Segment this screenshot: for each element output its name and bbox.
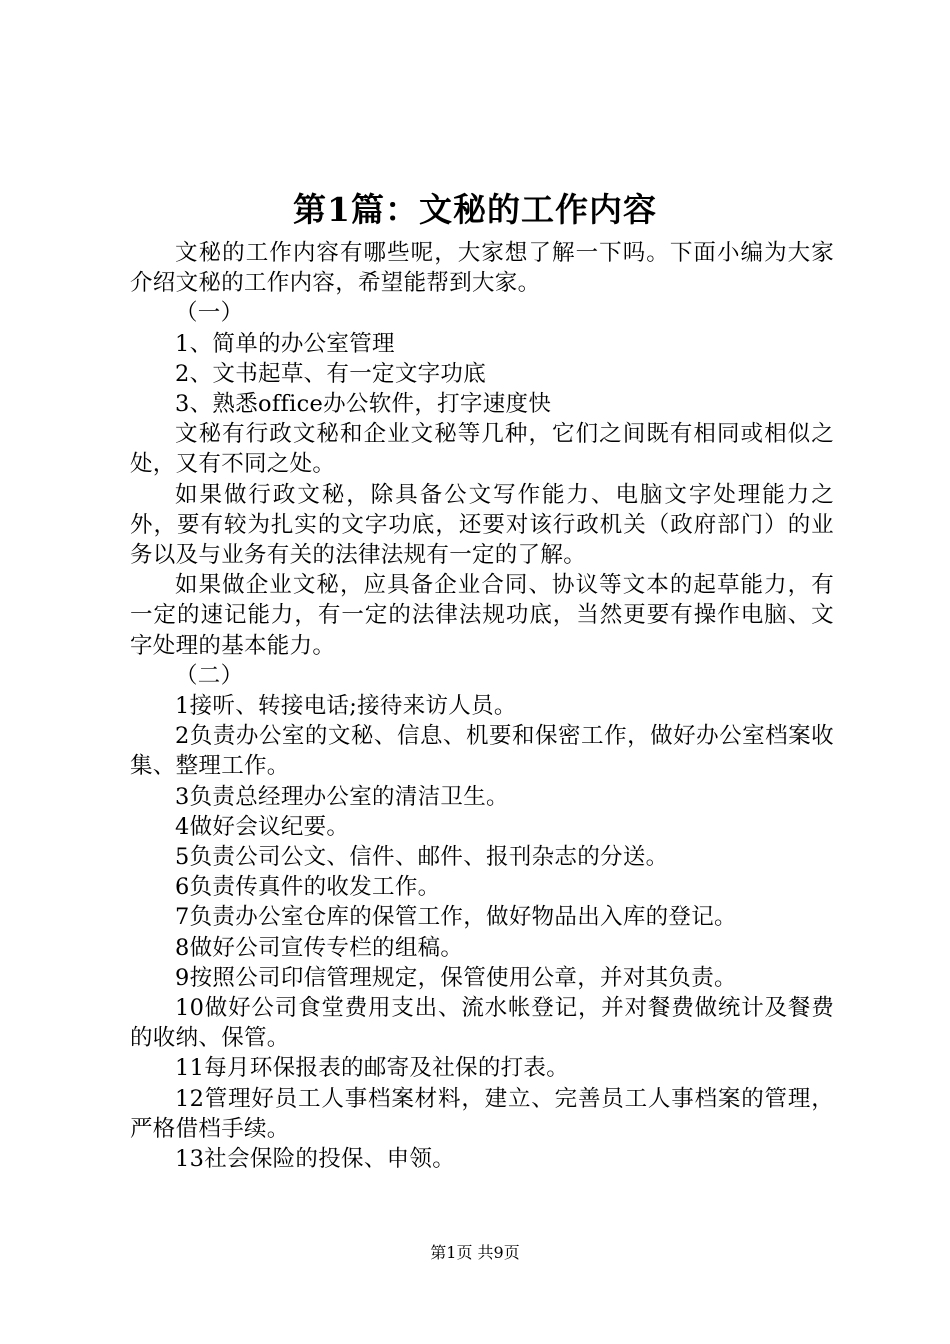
list-item: 11每月环保报表的邮寄及社保的打表。 bbox=[175, 1055, 570, 1082]
section-heading: （二） bbox=[175, 662, 244, 689]
list-item: 8做好公司宣传专栏的组稿。 bbox=[175, 934, 464, 961]
list-item: 9按照公司印信管理规定，保管使用公章，并对其负责。 bbox=[175, 964, 737, 991]
list-item: 3、熟悉office办公软件，打字速度快 bbox=[175, 391, 552, 418]
section-heading: （一） bbox=[175, 300, 244, 327]
document-title: 第1篇：文秘的工作内容 bbox=[293, 190, 657, 229]
list-item: 1接听、转接电话;接待来访人员。 bbox=[175, 693, 517, 720]
list-item: 6负责传真件的收发工作。 bbox=[175, 874, 441, 901]
paragraph: 如果做行政文秘，除具备公文写作能力、电脑文字处理能力之外，要有较为扎实的文字功底，还要对该行政机关（政府部门）的业务以及与业务有关的法律法规有一定的了解。 bbox=[130, 481, 834, 569]
list-item: 1、简单的办公室管理 bbox=[175, 330, 395, 357]
list-item: 13社会保险的投保、申领。 bbox=[175, 1146, 456, 1173]
list-item: 5负责公司公文、信件、邮件、报刊杂志的分送。 bbox=[175, 844, 669, 871]
list-item: 12管理好员工人事档案材料，建立、完善员工人事档案的管理，严格借档手续。 bbox=[130, 1085, 834, 1142]
list-item: 2负责办公室的文秘、信息、机要和保密工作，做好办公室档案收集、整理工作。 bbox=[130, 723, 834, 780]
document-body bbox=[130, 238, 834, 1174]
list-item: 3负责总经理办公室的清洁卫生。 bbox=[175, 783, 509, 810]
page-footer: 第1页 共9页 bbox=[430, 1243, 520, 1262]
paragraph: 文秘的工作内容有哪些呢，大家想了解一下吗。下面小编为大家介绍文秘的工作内容，希望能帮到大家。 bbox=[130, 240, 834, 297]
paragraph: 文秘有行政文秘和企业文秘等几种，它们之间既有相同或相似之处，又有不同之处。 bbox=[130, 421, 834, 478]
list-item: 4做好会议纪要。 bbox=[175, 813, 350, 840]
paragraph: 如果做企业文秘，应具备企业合同、协议等文本的起草能力，有一定的速记能力，有一定的法律法规功底，当然更要有操作电脑、文字处理的基本能力。 bbox=[130, 572, 834, 659]
list-item: 2、文书起草、有一定文字功底 bbox=[175, 360, 487, 387]
list-item: 7负责办公室仓库的保管工作，做好物品出入库的登记。 bbox=[175, 904, 737, 931]
list-item: 10做好公司食堂费用支出、流水帐登记，并对餐费做统计及餐费的收纳、保管。 bbox=[130, 995, 834, 1052]
